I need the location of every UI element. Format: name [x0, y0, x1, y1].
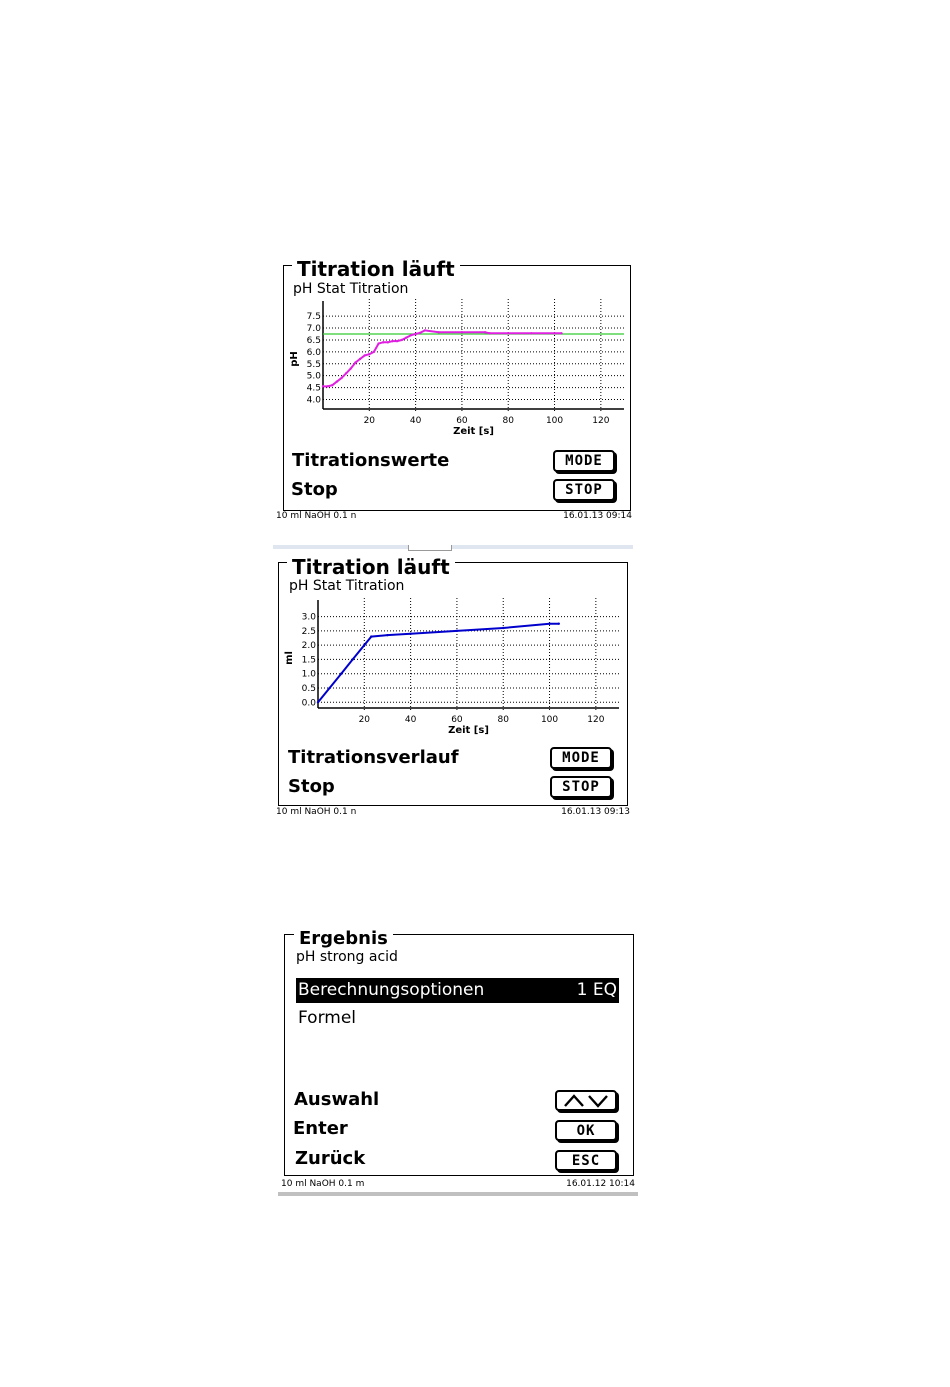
menu-item-value: 1 EQ [576, 980, 617, 1000]
data-point [340, 673, 342, 675]
data-point [354, 361, 356, 363]
screen-ph-values [273, 255, 638, 525]
data-point [326, 385, 328, 387]
datetime: 16.01.13 09:14 [563, 511, 632, 521]
screen-result [278, 923, 640, 1198]
data-point [352, 658, 354, 660]
data-point [560, 332, 562, 334]
menu-item-calc-options[interactable] [296, 978, 619, 1003]
reagent-info: 10 ml NaOH 0.1 n [276, 511, 357, 521]
view-label: Titrationswerte [292, 450, 450, 471]
y-tick-label: 0.5 [301, 684, 316, 694]
x-tick-label: 60 [456, 416, 468, 426]
screen-title: Ergebnis [294, 928, 393, 950]
ok-button[interactable]: OK [555, 1120, 617, 1141]
y-tick-label: 7.0 [306, 324, 321, 335]
mode-button[interactable]: MODE [550, 747, 612, 769]
separator-strip [273, 545, 633, 549]
data-point [350, 367, 352, 369]
data-point [419, 332, 421, 334]
data-point [328, 687, 330, 689]
menu-item-formula[interactable]: Formel [298, 1008, 357, 1028]
back-label: Zurück [295, 1148, 366, 1169]
up-down-button[interactable] [555, 1090, 617, 1111]
x-tick-label: 120 [592, 416, 610, 426]
data-point [322, 385, 324, 387]
data-point [386, 634, 388, 636]
screen-title: Titration läuft [287, 556, 455, 578]
y-tick-label: 0.0 [301, 698, 316, 709]
bottom-bar [278, 1192, 638, 1196]
x-tick-label: 20 [363, 416, 376, 426]
data-point [456, 630, 458, 632]
data-point [317, 701, 319, 703]
data-point [548, 623, 550, 625]
data-point [438, 331, 440, 333]
y-tick-label: 4.0 [306, 395, 321, 406]
screen-ml-progress [273, 552, 638, 822]
y-tick-label: 2.5 [301, 626, 316, 637]
data-point [502, 627, 504, 629]
screen-subtitle: pH strong acid [296, 949, 398, 965]
data-point [558, 623, 560, 625]
mode-button[interactable]: MODE [553, 450, 615, 472]
data-point [336, 380, 338, 382]
data-point [396, 340, 398, 342]
x-tick-label: 120 [587, 715, 605, 725]
select-label: Auswahl [294, 1089, 380, 1110]
x-tick-label: 100 [545, 416, 564, 426]
x-tick-label: 60 [451, 715, 463, 725]
separator-tab [408, 545, 452, 551]
data-point [391, 340, 393, 342]
data-point [484, 331, 486, 333]
reagent-info: 10 ml NaOH 0.1 m [281, 1179, 365, 1189]
y-tick-label: 1.5 [301, 655, 316, 666]
menu-item-label: Berechnungsoptionen [298, 980, 485, 1000]
data-point [340, 377, 342, 379]
status-bar [273, 806, 633, 819]
stop-button[interactable]: STOP [553, 479, 615, 501]
data-point [530, 332, 532, 334]
y-tick-label: 3.0 [301, 612, 316, 623]
y-tick-label: 4.5 [306, 383, 321, 394]
view-label: Titrationsverlauf [288, 747, 459, 768]
datetime: 16.01.13 09:13 [561, 807, 630, 817]
series-line-pH [323, 330, 562, 386]
data-point [370, 635, 372, 637]
x-tick-label: 20 [358, 715, 371, 725]
datetime: 16.01.12 10:14 [566, 1179, 635, 1189]
screen-subtitle: pH Stat Titration [293, 281, 409, 297]
ph-chart [288, 297, 628, 442]
up-down-icon [563, 1094, 609, 1108]
x-tick-label: 80 [502, 416, 514, 426]
y-tick-label: 5.5 [306, 359, 321, 370]
y-tick-label: 5.0 [306, 371, 321, 382]
data-point [382, 341, 384, 343]
data-point [377, 342, 379, 344]
stop-label: Stop [291, 479, 338, 500]
y-tick-label: 1.0 [301, 669, 316, 680]
data-point [368, 353, 370, 355]
data-point [507, 332, 509, 334]
x-axis-label: Zeit [s] [453, 426, 494, 437]
data-point [409, 633, 411, 635]
y-axis-label: ml [284, 651, 295, 665]
x-tick-label: 40 [404, 715, 417, 725]
x-axis-label: Zeit [s] [448, 725, 489, 736]
y-tick-label: 2.0 [301, 641, 316, 652]
reagent-info: 10 ml NaOH 0.1 n [276, 807, 357, 817]
screen-subtitle: pH Stat Titration [289, 578, 405, 594]
y-tick-label: 7.5 [306, 312, 321, 323]
data-point [410, 334, 412, 336]
x-tick-label: 40 [409, 416, 422, 426]
data-point [401, 339, 403, 341]
data-point [553, 332, 555, 334]
data-point [345, 372, 347, 374]
ml-chart [283, 596, 623, 741]
data-point [414, 333, 416, 335]
stop-label: Stop [288, 776, 335, 797]
y-tick-label: 6.5 [306, 335, 321, 346]
esc-button[interactable]: ESC [555, 1150, 617, 1171]
stop-button[interactable]: STOP [550, 776, 612, 798]
y-axis-label: pH [289, 351, 300, 367]
screen-title: Titration läuft [292, 258, 460, 280]
data-point [424, 329, 426, 331]
data-point [331, 384, 333, 386]
status-bar [273, 510, 635, 523]
y-tick-label: 6.0 [306, 347, 321, 358]
data-point [489, 332, 491, 334]
data-point [461, 331, 463, 333]
enter-label: Enter [293, 1118, 348, 1139]
data-point [363, 354, 365, 356]
data-point [359, 358, 361, 360]
data-point [387, 341, 389, 343]
data-point [363, 644, 365, 646]
series-line-ml [318, 624, 559, 703]
x-tick-label: 100 [540, 715, 559, 725]
data-point [373, 351, 375, 353]
data-point [405, 336, 407, 338]
status-bar [278, 1178, 638, 1191]
x-tick-label: 80 [497, 715, 509, 725]
